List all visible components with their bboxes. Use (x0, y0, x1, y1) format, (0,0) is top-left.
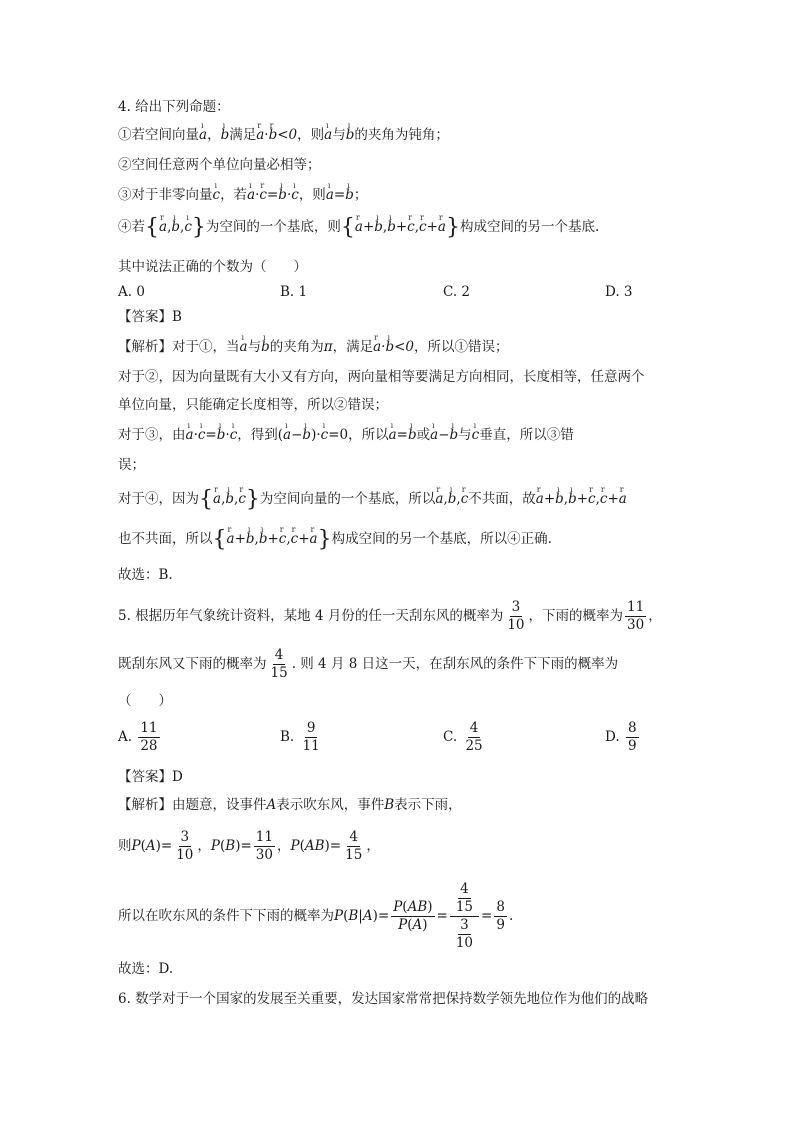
q5-option-b: B. $\frac{9}{11}$ (280, 720, 320, 754)
q5-line-3: （ ） (118, 693, 172, 709)
q4-prop-2: ②空间任意两个单位向量必相等； (118, 157, 321, 173)
q4-explain-2b: 单位向量，只能确定长度相等，所以②错误； (118, 397, 388, 413)
q4-answer: 【答案】B (118, 309, 182, 325)
q5-option-a: A. $\frac{11}{28}$ (118, 720, 158, 754)
fraction-3-10: $\frac{3}{10}$ (507, 599, 525, 633)
q5-explain-2: 则P(A)= $\frac{3}{10}$ ，P(B)= $\frac{11}{30}$ ，P(AB)= $\frac{4}{15}$ ， (118, 829, 380, 863)
fraction-4-15: $\frac{4}{15}$ (270, 647, 288, 681)
fraction-11-30: $\frac{11}{30}$ (627, 599, 645, 633)
q4-explain-2a: 对于②，因为向量既有大小又有方向，两向量相等要满足方向相同，长度相等，任意两个 (118, 369, 645, 385)
q4-explain-4: 对于④，因为{r a,ı b,r c}为空间向量的一个基底，所以r a,ı b,r c不共面，故r a+ı b,ı b+r c,r c+r a (118, 490, 627, 509)
q4-explain-4b: 也不共面，所以{r a+ı b,ı b+r c,r c+r a}构成空间的另一个基底，所以④正确. (118, 530, 552, 549)
q4-explain-3: 对于③，由ı a·ı c=ı b·ı c，得到(ı a−ı b)·ı c=0，所以ı a=ı b或ı a−ı b与ı c垂直，所以③错 (118, 426, 574, 444)
q5-explain-1: 【解析】由题意，设事件A表示吹东风，事件B表示下雨， (118, 797, 462, 813)
q4-stem: 4. 给出下列命题： (118, 99, 230, 115)
q4-prop-3: ③对于非零向量ı c，若ı a·r c=ı b·ı c，则ı a=ı b； (118, 186, 367, 204)
q4-option-c: C. 2 (443, 284, 471, 300)
q4-option-d: D. 3 (605, 284, 633, 300)
q4-option-a: A. 0 (118, 284, 145, 300)
q4-prop-1: ①若空间向量ı a，ı b满足r a·r b<0，则ı a与ı b的夹角为钝角； (118, 126, 449, 144)
q6-line-1: 6. 数学对于一个国家的发展至关重要，发达国家常常把保持数学领先地位作为他们的战略 (118, 991, 649, 1007)
q4-choose: 故选：B. (118, 567, 173, 583)
q4-explain-3b: 误； (118, 457, 145, 473)
q4-explain-1: 【解析】对于①，当ı a与ı b的夹角为π，满足r a·ı b<0，所以①错误； (118, 338, 509, 356)
q4-option-b: B. 1 (280, 284, 308, 300)
q4-question: 其中说法正确的个数为（ ） (118, 259, 307, 275)
q5-line-2: 既刮东风又下雨的概率为 $\frac{4}{15}$ . 则 4 月 8 日这一天，在刮东风的条件下下雨的概率为 (118, 647, 619, 681)
q5-explain-3: 所以在吹东风的条件下下雨的概率为P(B|A)= $\frac{P(AB)}{P(A)}$ = $\frac{\frac{4}{15}}{\frac{3}{10}}$ = $\frac{8}{9}$ . (118, 881, 514, 951)
q5-answer: 【答案】D (118, 769, 183, 785)
q5-line-1: 5. 根据历年气象统计资料，某地 4 月份的任一天刮东风的概率为 $\frac{3}{10}$ ，下雨的概率为 $\frac{11}{30}$ ， (118, 599, 662, 633)
q5-option-d: D. $\frac{8}{9}$ (605, 720, 637, 754)
q5-choose: 故选：D. (118, 961, 174, 977)
q5-option-c: C. $\frac{4}{25}$ (443, 720, 483, 754)
exam-page (118, 0, 678, 1123)
q4-prop-4: ④若{r a,ı b,ı c}为空间的一个基底，则{r a+ı b,ı b+r c,r c+r a}构成空间的另一个基底. (118, 218, 599, 237)
